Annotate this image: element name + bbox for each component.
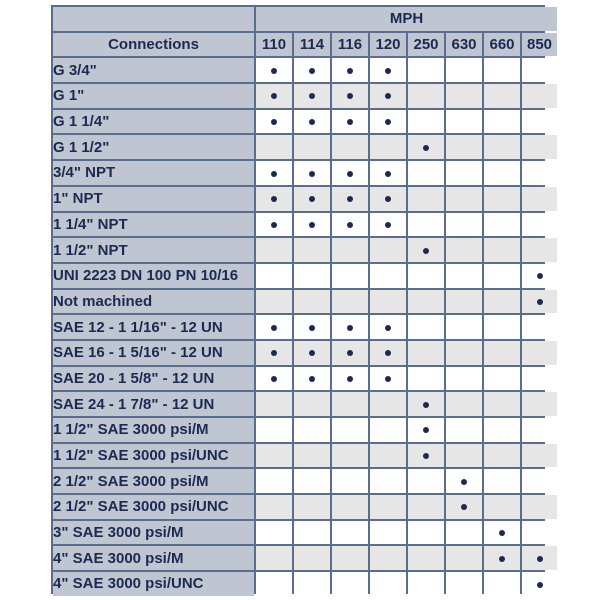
compatibility-cell xyxy=(332,341,368,365)
compatible-dot-icon xyxy=(537,556,543,562)
compatibility-cell xyxy=(256,58,292,82)
compatibility-cell xyxy=(332,392,368,416)
compatibility-cell xyxy=(484,521,520,545)
compatibility-cell xyxy=(484,58,520,82)
compatibility-cell xyxy=(294,495,330,519)
compatibility-cell xyxy=(294,161,330,185)
compatible-dot-icon xyxy=(347,171,353,177)
compatible-dot-icon xyxy=(537,299,543,305)
column-header: 250 xyxy=(408,33,444,57)
compatible-dot-icon xyxy=(461,479,467,485)
compatibility-cell xyxy=(256,110,292,134)
compatibility-cell xyxy=(446,315,482,339)
compatible-dot-icon xyxy=(271,171,277,177)
compatibility-cell xyxy=(370,418,406,442)
compatibility-cell xyxy=(370,161,406,185)
connection-label: G 1 1/2" xyxy=(53,135,254,159)
compatibility-cell xyxy=(408,161,444,185)
compatible-dot-icon xyxy=(385,171,391,177)
compatibility-cell xyxy=(484,213,520,237)
compatibility-cell xyxy=(370,264,406,288)
column-header: 850 xyxy=(522,33,557,57)
compatibility-cell xyxy=(408,315,444,339)
compatibility-cell xyxy=(522,546,557,570)
table-header xyxy=(53,7,557,56)
compatibility-cell xyxy=(370,572,406,596)
compatible-dot-icon xyxy=(347,196,353,202)
connection-label: 2 1/2" SAE 3000 psi/M xyxy=(53,469,254,493)
compatibility-cell xyxy=(484,469,520,493)
compatibility-cell xyxy=(294,290,330,314)
compatibility-cell xyxy=(370,444,406,468)
compatibility-cell xyxy=(370,392,406,416)
compatibility-cell xyxy=(408,290,444,314)
compatibility-cell xyxy=(332,213,368,237)
compatibility-cell xyxy=(408,238,444,262)
compatibility-cell xyxy=(484,341,520,365)
compatible-dot-icon xyxy=(423,402,429,408)
compatibility-cell xyxy=(294,187,330,211)
compatible-dot-icon xyxy=(271,196,277,202)
compatibility-cell xyxy=(256,521,292,545)
compatibility-cell xyxy=(370,187,406,211)
compatibility-cell xyxy=(522,238,557,262)
column-header: 660 xyxy=(484,33,520,57)
compatibility-cell xyxy=(256,572,292,596)
compatible-dot-icon xyxy=(385,68,391,74)
table-row xyxy=(53,110,557,134)
compatibility-cell xyxy=(408,392,444,416)
table-row xyxy=(53,58,557,82)
compatibility-cell xyxy=(332,84,368,108)
header-row-columns xyxy=(53,33,557,57)
compatible-dot-icon xyxy=(347,325,353,331)
compatibility-cell xyxy=(332,187,368,211)
connection-label: G 1 1/4" xyxy=(53,110,254,134)
connection-label: SAE 24 - 1 7/8" - 12 UN xyxy=(53,392,254,416)
connection-label: 1" NPT xyxy=(53,187,254,211)
compatibility-cell xyxy=(484,238,520,262)
compatibility-cell xyxy=(408,264,444,288)
compatible-dot-icon xyxy=(423,248,429,254)
compatibility-cell xyxy=(332,264,368,288)
compatibility-cell xyxy=(408,444,444,468)
compatibility-cell xyxy=(446,521,482,545)
compatibility-cell xyxy=(294,84,330,108)
compatibility-cell xyxy=(446,495,482,519)
connection-label: 1 1/2" SAE 3000 psi/M xyxy=(53,418,254,442)
table-row xyxy=(53,290,557,314)
compatibility-cell xyxy=(256,135,292,159)
table-row xyxy=(53,187,557,211)
compatibility-cell xyxy=(408,546,444,570)
compatibility-cell xyxy=(446,58,482,82)
table-row xyxy=(53,213,557,237)
compatibility-cell xyxy=(446,469,482,493)
table-row xyxy=(53,521,557,545)
compatibility-cell xyxy=(484,290,520,314)
table-row xyxy=(53,238,557,262)
compatible-dot-icon xyxy=(347,222,353,228)
compatible-dot-icon xyxy=(271,119,277,125)
compatibility-cell xyxy=(522,135,557,159)
compatibility-cell xyxy=(522,161,557,185)
compatible-dot-icon xyxy=(309,325,315,331)
compatibility-cell xyxy=(294,341,330,365)
compatible-dot-icon xyxy=(537,582,543,588)
column-header: 630 xyxy=(446,33,482,57)
compatibility-cell xyxy=(408,341,444,365)
compatibility-cell xyxy=(446,444,482,468)
table-row xyxy=(53,135,557,159)
compatibility-cell xyxy=(256,495,292,519)
compatibility-cell xyxy=(446,290,482,314)
compatible-dot-icon xyxy=(271,325,277,331)
compatibility-cell xyxy=(332,367,368,391)
compatibility-cell xyxy=(408,213,444,237)
compatibility-cell xyxy=(332,110,368,134)
compatible-dot-icon xyxy=(309,222,315,228)
compatibility-cell xyxy=(256,469,292,493)
compatibility-cell xyxy=(294,58,330,82)
compatibility-cell xyxy=(484,110,520,134)
connection-label: Not machined xyxy=(53,290,254,314)
table-row xyxy=(53,341,557,365)
compatible-dot-icon xyxy=(309,350,315,356)
connection-label: 3" SAE 3000 psi/M xyxy=(53,521,254,545)
compatibility-cell xyxy=(522,469,557,493)
compatibility-cell xyxy=(446,213,482,237)
compatibility-cell xyxy=(294,546,330,570)
compatible-dot-icon xyxy=(385,222,391,228)
connection-label: SAE 20 - 1 5/8" - 12 UN xyxy=(53,367,254,391)
compatibility-cell xyxy=(370,135,406,159)
compatibility-cell xyxy=(522,495,557,519)
compatibility-cell xyxy=(294,135,330,159)
compatible-dot-icon xyxy=(385,196,391,202)
compatibility-cell xyxy=(332,58,368,82)
compatibility-cell xyxy=(408,521,444,545)
compatibility-cell xyxy=(370,367,406,391)
connection-label: 1 1/4" NPT xyxy=(53,213,254,237)
compatibility-cell xyxy=(446,187,482,211)
compatibility-cell xyxy=(256,238,292,262)
compatibility-cell xyxy=(522,315,557,339)
connection-label: SAE 16 - 1 5/16" - 12 UN xyxy=(53,341,254,365)
compatibility-cell xyxy=(256,213,292,237)
compatibility-cell xyxy=(370,521,406,545)
compatibility-cell xyxy=(370,58,406,82)
compatibility-table xyxy=(51,5,559,598)
compatibility-cell xyxy=(370,341,406,365)
compatibility-cell xyxy=(332,418,368,442)
compatibility-cell xyxy=(256,315,292,339)
compatible-dot-icon xyxy=(347,119,353,125)
column-header: 120 xyxy=(370,33,406,57)
compatibility-cell xyxy=(522,444,557,468)
compatibility-cell xyxy=(522,341,557,365)
compatibility-cell xyxy=(370,290,406,314)
compatible-dot-icon xyxy=(271,222,277,228)
compatibility-cell xyxy=(484,264,520,288)
compatibility-cell xyxy=(522,418,557,442)
compatibility-cell xyxy=(484,572,520,596)
compatibility-cell xyxy=(484,187,520,211)
compatibility-cell xyxy=(332,161,368,185)
compatibility-cell xyxy=(332,572,368,596)
compatibility-cell xyxy=(522,521,557,545)
compatible-dot-icon xyxy=(271,376,277,382)
compatible-dot-icon xyxy=(385,93,391,99)
table-row xyxy=(53,84,557,108)
compatibility-cell xyxy=(256,84,292,108)
compatibility-cell xyxy=(408,58,444,82)
compatibility-cell xyxy=(522,290,557,314)
table-row xyxy=(53,392,557,416)
compatibility-cell xyxy=(484,392,520,416)
compatibility-cell xyxy=(446,84,482,108)
compatible-dot-icon xyxy=(423,427,429,433)
compatible-dot-icon xyxy=(309,171,315,177)
compatible-dot-icon xyxy=(271,350,277,356)
compatibility-cell xyxy=(484,161,520,185)
compatibility-cell xyxy=(522,392,557,416)
compatibility-cell xyxy=(294,469,330,493)
connection-label: UNI 2223 DN 100 PN 10/16 xyxy=(53,264,254,288)
compatibility-cell xyxy=(522,187,557,211)
table-row xyxy=(53,495,557,519)
compatibility-cell xyxy=(332,521,368,545)
connection-label: 4" SAE 3000 psi/M xyxy=(53,546,254,570)
compatible-dot-icon xyxy=(385,350,391,356)
compatibility-cell xyxy=(484,367,520,391)
compatibility-cell xyxy=(446,264,482,288)
compatible-dot-icon xyxy=(499,556,505,562)
compatibility-cell xyxy=(370,315,406,339)
compatibility-cell xyxy=(446,135,482,159)
compatible-dot-icon xyxy=(271,68,277,74)
compatibility-cell xyxy=(484,418,520,442)
compatible-dot-icon xyxy=(385,119,391,125)
compatibility-cell xyxy=(332,135,368,159)
compatibility-cell xyxy=(256,392,292,416)
compatibility-cell xyxy=(370,495,406,519)
compatibility-cell xyxy=(294,213,330,237)
compatibility-cell xyxy=(446,161,482,185)
compatibility-cell xyxy=(522,110,557,134)
compatibility-cell xyxy=(408,187,444,211)
compatibility-cell xyxy=(294,264,330,288)
compatibility-cell xyxy=(256,187,292,211)
compatibility-cell xyxy=(294,315,330,339)
compatibility-cell xyxy=(522,58,557,82)
compatibility-cell xyxy=(370,469,406,493)
compatibility-cell xyxy=(370,546,406,570)
compatibility-cell xyxy=(446,546,482,570)
table-row xyxy=(53,367,557,391)
compatible-dot-icon xyxy=(271,93,277,99)
compatibility-cell xyxy=(446,418,482,442)
compatibility-cell xyxy=(408,495,444,519)
compatibility-cell xyxy=(294,444,330,468)
compatibility-cell xyxy=(256,444,292,468)
compatibility-cell xyxy=(370,238,406,262)
table-row xyxy=(53,264,557,288)
compatible-dot-icon xyxy=(423,453,429,459)
compatible-dot-icon xyxy=(309,376,315,382)
connection-label: 3/4" NPT xyxy=(53,161,254,185)
connection-label: G 1" xyxy=(53,84,254,108)
compatible-dot-icon xyxy=(347,350,353,356)
compatibility-cell xyxy=(370,84,406,108)
compatible-dot-icon xyxy=(309,68,315,74)
connection-label: 1 1/2" NPT xyxy=(53,238,254,262)
compatibility-cell xyxy=(256,290,292,314)
compatibility-cell xyxy=(332,238,368,262)
table-row xyxy=(53,315,557,339)
compatibility-cell xyxy=(370,110,406,134)
compatibility-cell xyxy=(522,264,557,288)
compatibility-cell xyxy=(408,469,444,493)
table-row xyxy=(53,418,557,442)
compatibility-cell xyxy=(446,572,482,596)
column-header: 116 xyxy=(332,33,368,57)
compatibility-cell xyxy=(408,135,444,159)
compatibility-cell xyxy=(522,213,557,237)
header-spacer xyxy=(53,7,254,31)
compatible-dot-icon xyxy=(309,196,315,202)
compatibility-cell xyxy=(484,444,520,468)
table-body xyxy=(53,58,557,595)
compatibility-cell xyxy=(294,238,330,262)
table-row xyxy=(53,161,557,185)
compatibility-cell xyxy=(446,392,482,416)
compatibility-cell xyxy=(484,84,520,108)
compatible-dot-icon xyxy=(461,504,467,510)
table-row xyxy=(53,469,557,493)
compatibility-cell xyxy=(370,213,406,237)
compatibility-cell xyxy=(408,572,444,596)
compatible-dot-icon xyxy=(309,119,315,125)
compatibility-cell xyxy=(446,110,482,134)
compatible-dot-icon xyxy=(347,376,353,382)
compatibility-cell xyxy=(294,110,330,134)
compatibility-cell xyxy=(256,161,292,185)
compatibility-cell xyxy=(484,495,520,519)
compatibility-cell xyxy=(408,110,444,134)
compatibility-cell xyxy=(332,290,368,314)
compatibility-cell xyxy=(294,392,330,416)
table-row xyxy=(53,444,557,468)
connection-label: SAE 12 - 1 1/16" - 12 UN xyxy=(53,315,254,339)
compatible-dot-icon xyxy=(499,530,505,536)
mph-group-header: MPH xyxy=(256,7,557,31)
compatible-dot-icon xyxy=(423,145,429,151)
compatibility-cell xyxy=(256,418,292,442)
compatibility-cell xyxy=(446,238,482,262)
compatibility-cell xyxy=(256,546,292,570)
compatible-dot-icon xyxy=(347,68,353,74)
compatibility-cell xyxy=(332,315,368,339)
compatibility-cell xyxy=(332,546,368,570)
compatibility-cell xyxy=(332,469,368,493)
compatibility-cell xyxy=(522,572,557,596)
header-row-group xyxy=(53,7,557,31)
column-header: 110 xyxy=(256,33,292,57)
compatibility-cell xyxy=(332,495,368,519)
compatibility-cell xyxy=(256,367,292,391)
column-header: 114 xyxy=(294,33,330,57)
compatibility-cell xyxy=(256,341,292,365)
compatibility-cell xyxy=(484,135,520,159)
connection-label: 4" SAE 3000 psi/UNC xyxy=(53,572,254,596)
connection-label: G 3/4" xyxy=(53,58,254,82)
compatible-dot-icon xyxy=(347,93,353,99)
compatible-dot-icon xyxy=(385,376,391,382)
connection-label: 1 1/2" SAE 3000 psi/UNC xyxy=(53,444,254,468)
compatibility-cell xyxy=(408,418,444,442)
compatibility-cell xyxy=(294,367,330,391)
compatibility-cell xyxy=(332,444,368,468)
connection-label: 2 1/2" SAE 3000 psi/UNC xyxy=(53,495,254,519)
compatibility-cell xyxy=(446,367,482,391)
compatibility-cell xyxy=(522,367,557,391)
compatibility-cell xyxy=(522,84,557,108)
table-row xyxy=(53,546,557,570)
compatibility-cell xyxy=(294,418,330,442)
compatibility-cell xyxy=(294,572,330,596)
compatible-dot-icon xyxy=(385,325,391,331)
compatibility-cell xyxy=(484,546,520,570)
compatible-dot-icon xyxy=(309,93,315,99)
compatible-dot-icon xyxy=(537,273,543,279)
compatibility-cell xyxy=(294,521,330,545)
compatibility-cell xyxy=(484,315,520,339)
connections-column-header: Connections xyxy=(53,33,254,57)
table-row xyxy=(53,572,557,596)
compatibility-cell xyxy=(446,341,482,365)
compatibility-cell xyxy=(408,367,444,391)
compatibility-cell xyxy=(256,264,292,288)
compatibility-cell xyxy=(408,84,444,108)
